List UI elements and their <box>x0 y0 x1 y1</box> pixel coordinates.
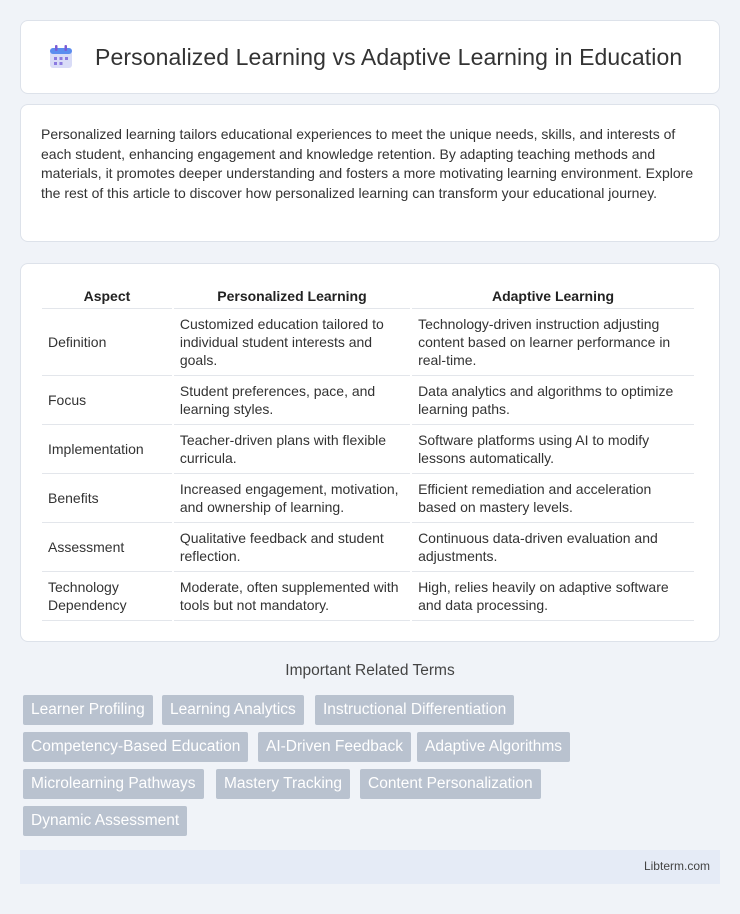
table-row <box>42 376 694 425</box>
table-cell: Efficient remediation and acceleration based on mastery levels. <box>412 474 694 523</box>
comparison-table <box>40 284 696 621</box>
table-row <box>42 425 694 474</box>
table-header-row <box>42 284 694 309</box>
footer <box>20 850 720 884</box>
term-tag[interactable]: Microlearning Pathways <box>23 769 204 799</box>
header-aspect: Aspect <box>42 284 172 309</box>
footer-brand[interactable]: Libterm.com <box>643 859 710 873</box>
table-cell: Qualitative feedback and student reflection. <box>174 523 410 572</box>
header-adaptive: Adaptive Learning <box>412 284 694 309</box>
term-tag[interactable]: Learner Profiling <box>23 695 153 725</box>
table-row <box>42 572 694 621</box>
table-cell: Technology Dependency <box>42 572 172 621</box>
table-cell: Definition <box>42 309 172 376</box>
term-tag[interactable]: Instructional Differentiation <box>315 695 514 725</box>
header-personalized: Personalized Learning <box>174 284 410 309</box>
calendar-icon <box>47 43 75 71</box>
related-terms-title: Important Related Terms <box>285 662 455 679</box>
table-cell: Assessment <box>42 523 172 572</box>
term-tag[interactable]: Dynamic Assessment <box>23 806 187 836</box>
table-cell: Moderate, often supplemented with tools but not mandatory. <box>174 572 410 621</box>
table-cell: Technology-driven instruction adjusting content based on learner performance in real-time. <box>412 309 694 376</box>
term-tag[interactable]: Adaptive Algorithms <box>417 732 570 762</box>
term-tag[interactable]: AI-Driven Feedback <box>258 732 411 762</box>
table-cell: Continuous data-driven evaluation and adjustments. <box>412 523 694 572</box>
table-cell: Customized education tailored to individual student interests and goals. <box>174 309 410 376</box>
table-cell: Teacher-driven plans with flexible curricula. <box>174 425 410 474</box>
table-cell: Increased engagement, motivation, and ownership of learning. <box>174 474 410 523</box>
table-row <box>42 309 694 376</box>
intro-text: Personalized learning tailors educational experiences to meet the unique needs, skills, and interests of each student, enhancing engagement and knowledge retention. By adapting teaching methods and materials, it promotes deeper understanding and fosters a more motivating learning environment. Explore the rest of this article to discover how personalized learning can transform your educational journey. <box>41 126 694 201</box>
table-cell: Data analytics and algorithms to optimize learning paths. <box>412 376 694 425</box>
table-cell: High, relies heavily on adaptive software and data processing. <box>412 572 694 621</box>
term-tag[interactable]: Learning Analytics <box>162 695 304 725</box>
term-tag[interactable]: Competency-Based Education <box>23 732 248 762</box>
header-card <box>20 20 720 94</box>
table-cell: Implementation <box>42 425 172 474</box>
term-tag[interactable]: Mastery Tracking <box>216 769 350 799</box>
table-cell: Focus <box>42 376 172 425</box>
table-row <box>42 474 694 523</box>
page-title: Personalized Learning vs Adaptive Learning in Education <box>95 43 683 70</box>
table-cell: Student preferences, pace, and learning styles. <box>174 376 410 425</box>
term-tag[interactable]: Content Personalization <box>360 769 541 799</box>
intro-card <box>20 104 720 242</box>
table-cell: Software platforms using AI to modify lessons automatically. <box>412 425 694 474</box>
table-row <box>42 523 694 572</box>
table-cell: Benefits <box>42 474 172 523</box>
comparison-card <box>20 263 720 642</box>
